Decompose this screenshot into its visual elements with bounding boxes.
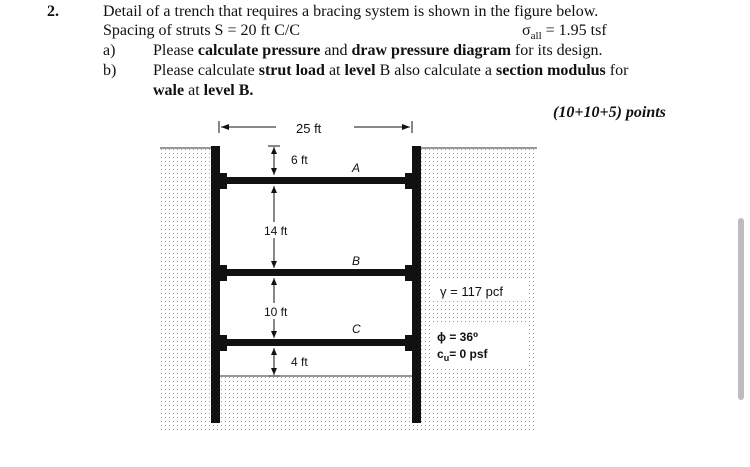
- dim-6ft-arrow-down: [271, 168, 277, 175]
- part-b-l2-b2: level B.: [203, 82, 254, 99]
- strut-label-c: C: [352, 322, 361, 336]
- sheet-pile-left: [211, 146, 220, 423]
- dim-4ft-arrow-up: [271, 348, 277, 355]
- sigma-value: = 1.95 tsf: [541, 22, 607, 39]
- question-line-1: Detail of a trench that requires a bracing system is shown in the figure below.: [103, 3, 599, 20]
- part-b-b3: section modulus: [495, 62, 606, 79]
- width-dim-arrow-right: [402, 124, 410, 130]
- part-a-b1: calculate pressure: [197, 42, 321, 59]
- strut-label-b: B: [352, 254, 361, 268]
- vertical-scrollbar[interactable]: [738, 218, 744, 400]
- part-a-label: a): [103, 42, 116, 59]
- part-a-t1: Please: [153, 42, 198, 59]
- part-b-b1: strut load: [258, 62, 325, 79]
- part-b-t1: Please calculate: [153, 62, 259, 79]
- question-number: 2.: [47, 3, 59, 20]
- cu-sub: u: [443, 353, 450, 363]
- strut-label-a: A: [352, 161, 361, 175]
- points: (10+10+5) points: [553, 104, 666, 121]
- question-line-2: Spacing of struts S = 20 ft C/C: [103, 22, 301, 39]
- soil-bottom: [212, 376, 420, 430]
- phi-label: ϕ = 36⁰: [437, 330, 479, 344]
- part-a-t2: and: [320, 42, 352, 59]
- part-b-t4: for: [605, 62, 629, 79]
- dim-10ft-arrow-up: [271, 278, 277, 285]
- strut-b: [220, 269, 412, 276]
- sheet-pile-right: [412, 146, 421, 423]
- width-label: 25 ft: [296, 121, 322, 136]
- part-b-l2-b1: wale: [153, 82, 185, 99]
- width-dim-arrow-left: [221, 124, 229, 130]
- strut-c: [220, 339, 412, 346]
- dim-4ft-arrow-down: [271, 368, 277, 375]
- dim-4ft-label: 4 ft: [291, 355, 308, 369]
- dim-6ft-label: 6 ft: [291, 153, 308, 167]
- cu-c: c: [437, 347, 444, 361]
- sigma-symbol: σ: [522, 22, 531, 39]
- part-a-b2: draw pressure diagram: [351, 42, 511, 59]
- dim-14ft-arrow-down: [271, 261, 277, 268]
- dim-14ft-label: 14 ft: [264, 224, 288, 238]
- sigma-subscript: all: [530, 30, 542, 43]
- part-b-b2: level: [344, 62, 376, 79]
- dim-10ft-arrow-down: [271, 331, 277, 338]
- dim-10ft-label: 10 ft: [264, 305, 288, 319]
- part-b-t2: at: [324, 62, 345, 79]
- part-a-t3: for its design.: [510, 42, 603, 59]
- part-b-t3: B also calculate a: [375, 62, 496, 79]
- soil-left: [160, 148, 212, 430]
- dim-6ft-arrow-up: [271, 147, 277, 154]
- cu-rest: = 0 psf: [449, 347, 488, 361]
- strut-a: [220, 177, 412, 184]
- dim-14ft-arrow-up: [271, 186, 277, 193]
- part-b-l2-t1: at: [184, 82, 204, 99]
- part-b-label: b): [103, 62, 117, 79]
- gamma-label: γ = 117 pcf: [440, 284, 503, 299]
